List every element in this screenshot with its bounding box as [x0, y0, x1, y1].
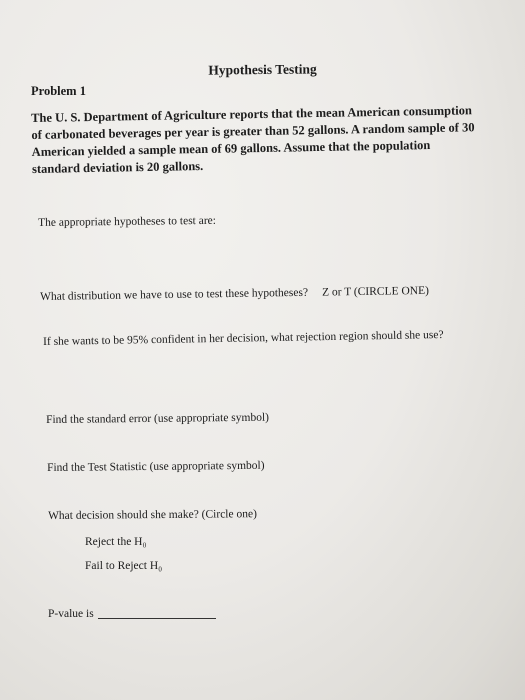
question-distribution	[40, 285, 429, 303]
question-rejection-region: If she wants to be 95% confident in her decision, what rejection region should she use?	[43, 329, 444, 348]
problem-label: Problem 1	[31, 84, 86, 98]
pvalue-line	[48, 608, 216, 620]
worksheet-title: Hypothesis Testing	[208, 61, 317, 78]
distribution-choice: Z or T (CIRCLE ONE)	[321, 284, 430, 299]
question-test-statistic: Find the Test Statistic (use appropriate symbol)	[47, 459, 265, 474]
question-distribution-text: What distribution we have to use to test these hypotheses?	[40, 286, 309, 303]
option-fail-to-reject: Fail to Reject H₀	[85, 560, 163, 572]
question-hypotheses: The appropriate hypotheses to test are:	[38, 214, 217, 229]
question-decision: What decision should she make? (Circle one)	[48, 508, 257, 522]
pvalue-blank	[98, 618, 216, 619]
problem-statement: The U. S. Department of Agriculture reports that the mean American consumption of carbonated beverages per year is greater than 52 gallons. A random sample of 30 American yielded a sample mean of 69 gallons. Assume that the population standard deviation is 20 gallons.	[31, 103, 475, 176]
question-standard-error: Find the standard error (use appropriate symbol)	[46, 411, 270, 426]
pvalue-label: P-value is	[48, 608, 94, 620]
option-reject: Reject the H₀	[85, 536, 147, 548]
